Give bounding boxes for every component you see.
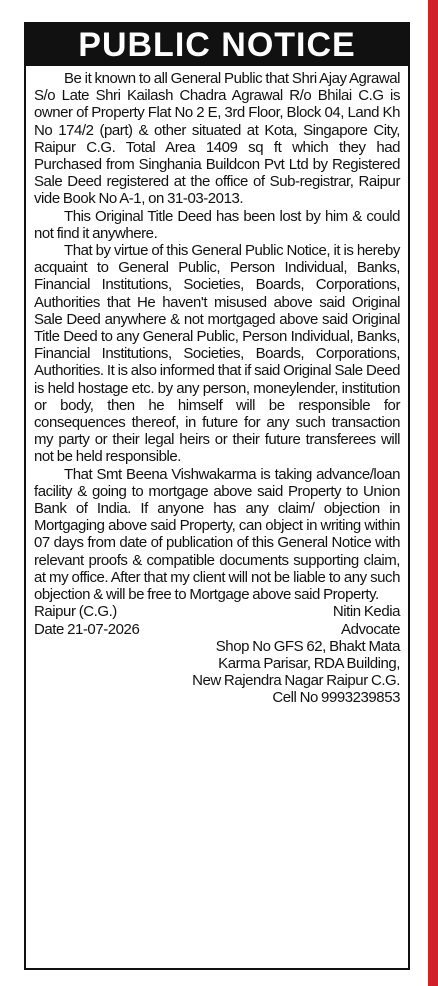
notice-body xyxy=(26,66,408,707)
signatory-title: Advocate xyxy=(341,620,400,638)
paragraph-ownership: Be it known to all General Public that Shri Ajay Agrawal S/o Late Shri Kailash Chadra Agrawal R/o Bhilai C.G is owner of Property Flat No 2 E, 3rd Floor, Block 04, Land Kh No 174/2 (part) & other situated at Kota, Singapore City, Raipur C.G. Total Area 1409 sq ft which they had Purchased from Singhania Buildcon Pvt Ltd by Registered Sale Deed registered at the office of Sub-registrar, Raipur vide Book No A-1, on 31-03-2013. xyxy=(34,70,400,208)
signatory-name: Nitin Kedia xyxy=(332,603,400,621)
address-line-2: Karma Parisar, RDA Building, xyxy=(218,654,400,672)
place: Raipur (C.G.) xyxy=(34,603,117,621)
signature-row-1 xyxy=(34,603,400,620)
paragraph-mortgage: That Smt Beena Vishwakarma is taking advance/loan facility & going to mortgage above said Property to Union Bank of India. If anyone has any claim/ objection in Mortgaging above said Property, can object in writing within 07 days from date of publication of this General Notice with relevant proofs & compatible documents supporting claim, at my office. After that my client will not be liable to any such objection & will be free to Mortgage above said Property. xyxy=(34,465,400,604)
signature-row-2 xyxy=(34,621,400,638)
cell-number: Cell No 9993239853 xyxy=(272,689,400,707)
public-notice-box xyxy=(24,22,410,970)
red-edge-strip xyxy=(428,0,438,986)
paragraph-declaration: That by virtue of this General Public Notice, it is hereby acquaint to General Public, Person Individual, Banks, Financial Institutions, Societies, Boards, Corporations, Authorities that He haven't misused above said Original Sale Deed anywhere & not mortgaged above said Original Title Deed to any General Public, Person Individual, Banks, Financial Institutions, Societies, Boards, Corporations, Authorities. It is also informed that if said Original Sale Deed is held hostage etc. by any person, moneylender, institution or body, then he himself will be responsible for consequences thereof, in future for any such transaction my party or their legal heirs or their future transferees will not be held responsible. xyxy=(34,242,400,466)
notice-date: Date 21-07-2026 xyxy=(34,620,140,638)
address-line-3: New Rajendra Nagar Raipur C.G. xyxy=(192,672,400,690)
notice-title: PUBLIC NOTICE xyxy=(26,24,408,66)
paragraph-lost-deed: This Original Title Deed has been lost by him & could not find it anywhere. xyxy=(34,207,400,242)
address-line-1: Shop No GFS 62, Bhakt Mata xyxy=(215,637,400,655)
